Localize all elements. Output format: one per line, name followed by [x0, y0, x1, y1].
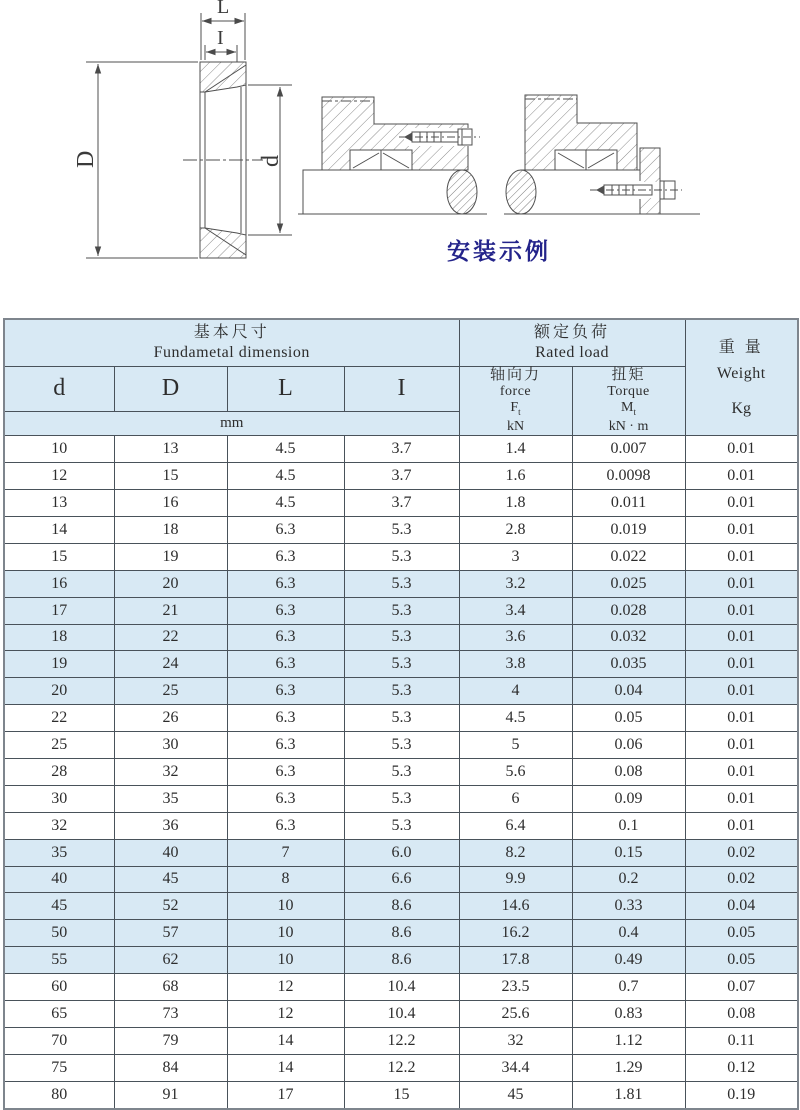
table-cell: 5.3	[344, 651, 459, 678]
table-cell: 34.4	[459, 1054, 572, 1081]
axial-force-en: force	[499, 383, 532, 399]
table-cell: 0.05	[685, 947, 798, 974]
table-row	[4, 920, 798, 947]
axial-force-cn: 轴向力	[490, 366, 542, 383]
dim-label-L: L	[217, 0, 230, 18]
table-cell: 52	[114, 893, 227, 920]
table-cell: 45	[459, 1081, 572, 1108]
table-row	[4, 597, 798, 624]
table-cell: 73	[114, 1001, 227, 1028]
table-cell: 8.6	[344, 920, 459, 947]
table-row	[4, 463, 798, 490]
dim-label-I: I	[217, 27, 224, 49]
table-row	[4, 651, 798, 678]
table-cell: 4	[459, 678, 572, 705]
table-cell: 1.6	[459, 463, 572, 490]
table-cell: 30	[4, 785, 114, 812]
table-cell: 0.019	[572, 516, 685, 543]
table-cell: 5.3	[344, 516, 459, 543]
table-cell: 0.01	[685, 543, 798, 570]
table-cell: 32	[114, 758, 227, 785]
table-cell: 0.01	[685, 516, 798, 543]
table-cell: 14	[227, 1027, 344, 1054]
table-cell: 0.01	[685, 732, 798, 759]
basic-dimension-en: Fundametal dimension	[153, 343, 310, 361]
table-cell: 30	[114, 732, 227, 759]
table-cell: 12	[227, 974, 344, 1001]
table-cell: 35	[114, 785, 227, 812]
table-cell: 80	[4, 1081, 114, 1108]
table-cell: 0.035	[572, 651, 685, 678]
table-row	[4, 1001, 798, 1028]
table-row	[4, 1081, 798, 1108]
table-cell: 0.19	[685, 1081, 798, 1108]
table-cell: 26	[114, 705, 227, 732]
torque-en: Torque	[607, 383, 650, 399]
table-row	[4, 893, 798, 920]
table-cell: 5.3	[344, 705, 459, 732]
table-cell: 5.3	[344, 678, 459, 705]
table-cell: 6.6	[344, 866, 459, 893]
table-cell: 21	[114, 597, 227, 624]
table-cell: 17	[4, 597, 114, 624]
table-cell: 20	[4, 678, 114, 705]
weight-cn: 重 量	[718, 338, 764, 356]
table-cell: 57	[114, 920, 227, 947]
table-cell: 25	[4, 732, 114, 759]
rated-load-en: Rated load	[535, 343, 609, 361]
table-cell: 6.3	[227, 597, 344, 624]
table-cell: 0.01	[685, 570, 798, 597]
axial-force-symbol: $F_t$	[510, 399, 521, 417]
table-row	[4, 490, 798, 517]
table-cell: 19	[114, 543, 227, 570]
table-cell: 6.3	[227, 678, 344, 705]
table-cell: 3.4	[459, 597, 572, 624]
column-d: d	[4, 366, 114, 411]
table-cell: 3.2	[459, 570, 572, 597]
table-cell: 6.3	[227, 516, 344, 543]
dim-label-D: D	[73, 150, 99, 168]
table-row	[4, 543, 798, 570]
table-cell: 4.5	[227, 490, 344, 517]
mm-unit-row: mm	[4, 411, 459, 436]
table-cell: 23.5	[459, 974, 572, 1001]
table-cell: 18	[4, 624, 114, 651]
table-cell: 0.2	[572, 866, 685, 893]
table-row	[4, 758, 798, 785]
table-cell: 32	[4, 812, 114, 839]
table-cell: 68	[114, 974, 227, 1001]
table-cell: 0.032	[572, 624, 685, 651]
header-axial-force	[459, 366, 572, 436]
table-row	[4, 516, 798, 543]
table-cell: 0.4	[572, 920, 685, 947]
table-cell: 0.06	[572, 732, 685, 759]
table-cell: 6.0	[344, 839, 459, 866]
table-cell: 25.6	[459, 1001, 572, 1028]
table-cell: 5.3	[344, 543, 459, 570]
table-row	[4, 839, 798, 866]
table-cell: 0.01	[685, 436, 798, 463]
table-cell: 4.5	[227, 463, 344, 490]
table-row	[4, 785, 798, 812]
table-cell: 16.2	[459, 920, 572, 947]
table-cell: 10	[227, 947, 344, 974]
column-I: I	[344, 366, 459, 411]
spec-table-body	[4, 436, 798, 1109]
table-cell: 24	[114, 651, 227, 678]
table-cell: 0.02	[685, 866, 798, 893]
table-cell: 91	[114, 1081, 227, 1108]
table-cell: 0.01	[685, 705, 798, 732]
clamping-bolt	[399, 128, 480, 146]
table-cell: 0.01	[685, 490, 798, 517]
table-cell: 6.3	[227, 570, 344, 597]
table-cell: 3.7	[344, 490, 459, 517]
table-cell: 50	[4, 920, 114, 947]
table-cell: 13	[114, 436, 227, 463]
table-cell: 6.4	[459, 812, 572, 839]
table-cell: 3	[459, 543, 572, 570]
spec-table	[3, 318, 799, 1110]
table-cell: 0.01	[685, 624, 798, 651]
shaft-end-face	[447, 170, 477, 214]
rated-load-cn: 额定负荷	[534, 323, 611, 341]
table-cell: 0.01	[685, 758, 798, 785]
table-cell: 1.12	[572, 1027, 685, 1054]
table-cell: 79	[114, 1027, 227, 1054]
table-cell: 5.3	[344, 732, 459, 759]
ring-bottom-section	[200, 228, 246, 258]
table-cell: 40	[4, 866, 114, 893]
table-cell: 3.7	[344, 436, 459, 463]
table-cell: 22	[114, 624, 227, 651]
table-cell: 0.83	[572, 1001, 685, 1028]
table-cell: 32	[459, 1027, 572, 1054]
table-cell: 36	[114, 812, 227, 839]
header-rated-load	[459, 319, 685, 366]
table-cell: 5.3	[344, 624, 459, 651]
table-cell: 6.3	[227, 651, 344, 678]
table-cell: 5.6	[459, 758, 572, 785]
table-cell: 7	[227, 839, 344, 866]
table-cell: 0.02	[685, 839, 798, 866]
table-cell: 5.3	[344, 758, 459, 785]
table-cell: 0.022	[572, 543, 685, 570]
header-torque	[572, 366, 685, 436]
table-cell: 8.6	[344, 947, 459, 974]
table-cell: 12.2	[344, 1054, 459, 1081]
table-cell: 6.3	[227, 543, 344, 570]
table-cell: 1.29	[572, 1054, 685, 1081]
table-cell: 1.8	[459, 490, 572, 517]
table-cell: 6.3	[227, 785, 344, 812]
table-cell: 16	[4, 570, 114, 597]
table-cell: 0.05	[572, 705, 685, 732]
axial-force-unit: kN	[506, 419, 525, 435]
table-cell: 6.3	[227, 758, 344, 785]
table-cell: 6.3	[227, 812, 344, 839]
table-cell: 4.5	[459, 705, 572, 732]
table-cell: 5	[459, 732, 572, 759]
table-cell: 0.15	[572, 839, 685, 866]
table-cell: 6.3	[227, 732, 344, 759]
table-cell: 10.4	[344, 974, 459, 1001]
table-header	[4, 319, 798, 436]
table-cell: 12.2	[344, 1027, 459, 1054]
shaft-end-face	[506, 170, 536, 214]
table-cell: 62	[114, 947, 227, 974]
table-cell: 40	[114, 839, 227, 866]
table-cell: 84	[114, 1054, 227, 1081]
table-cell: 0.09	[572, 785, 685, 812]
installation-example-2	[504, 95, 700, 214]
table-row	[4, 570, 798, 597]
table-cell: 0.0098	[572, 463, 685, 490]
table-row	[4, 974, 798, 1001]
ring-top-section	[200, 62, 246, 92]
table-cell: 65	[4, 1001, 114, 1028]
torque-cn: 扭矩	[611, 366, 646, 383]
cross-section-drawing	[73, 0, 292, 258]
table-cell: 28	[4, 758, 114, 785]
table-cell: 0.01	[685, 597, 798, 624]
column-D: D	[114, 366, 227, 411]
table-cell: 12	[4, 463, 114, 490]
table-cell: 0.08	[572, 758, 685, 785]
table-cell: 70	[4, 1027, 114, 1054]
table-cell: 6	[459, 785, 572, 812]
table-cell: 2.8	[459, 516, 572, 543]
table-cell: 0.01	[685, 785, 798, 812]
locking-rings	[350, 150, 412, 170]
table-cell: 14	[227, 1054, 344, 1081]
table-row	[4, 1054, 798, 1081]
table-cell: 45	[114, 866, 227, 893]
table-cell: 14.6	[459, 893, 572, 920]
table-cell: 10	[227, 893, 344, 920]
basic-dimension-cn: 基本尺寸	[193, 323, 270, 341]
table-cell: 4.5	[227, 436, 344, 463]
table-cell: 19	[4, 651, 114, 678]
table-cell: 0.01	[685, 812, 798, 839]
table-cell: 5.3	[344, 785, 459, 812]
locking-rings	[555, 150, 617, 170]
table-cell: 17.8	[459, 947, 572, 974]
table-cell: 25	[114, 678, 227, 705]
torque-unit: kN · m	[608, 419, 649, 435]
table-cell: 6.3	[227, 705, 344, 732]
table-cell: 8	[227, 866, 344, 893]
table-cell: 0.49	[572, 947, 685, 974]
table-row	[4, 678, 798, 705]
table-cell: 0.08	[685, 1001, 798, 1028]
installation-example-1	[298, 97, 487, 214]
weight-en: Weight	[716, 364, 766, 382]
table-cell: 0.011	[572, 490, 685, 517]
table-cell: 55	[4, 947, 114, 974]
torque-symbol: $M_t$	[621, 399, 636, 417]
table-cell: 5.3	[344, 597, 459, 624]
table-cell: 35	[4, 839, 114, 866]
table-cell: 0.12	[685, 1054, 798, 1081]
table-cell: 1.4	[459, 436, 572, 463]
table-cell: 16	[114, 490, 227, 517]
table-cell: 0.01	[685, 463, 798, 490]
technical-drawings	[0, 0, 800, 300]
table-cell: 3.6	[459, 624, 572, 651]
table-cell: 3.7	[344, 463, 459, 490]
clamping-bolt	[590, 181, 682, 199]
table-cell: 8.2	[459, 839, 572, 866]
header-weight	[685, 319, 798, 436]
column-L: L	[227, 366, 344, 411]
table-cell: 17	[227, 1081, 344, 1108]
table-cell: 5.3	[344, 812, 459, 839]
table-cell: 0.1	[572, 812, 685, 839]
table-cell: 0.01	[685, 678, 798, 705]
table-cell: 0.05	[685, 920, 798, 947]
table-cell: 22	[4, 705, 114, 732]
technical-drawings-section	[0, 0, 800, 318]
table-cell: 13	[4, 490, 114, 517]
table-cell: 45	[4, 893, 114, 920]
table-cell: 10	[227, 920, 344, 947]
table-cell: 1.81	[572, 1081, 685, 1108]
installation-caption: 安装示例	[447, 239, 551, 265]
table-cell: 15	[114, 463, 227, 490]
table-cell: 5.3	[344, 570, 459, 597]
table-cell: 15	[344, 1081, 459, 1108]
table-cell: 0.07	[685, 974, 798, 1001]
table-cell: 0.04	[685, 893, 798, 920]
table-row	[4, 947, 798, 974]
weight-unit: Kg	[731, 399, 752, 417]
table-cell: 20	[114, 570, 227, 597]
table-cell: 9.9	[459, 866, 572, 893]
shaft	[303, 170, 462, 214]
table-cell: 3.8	[459, 651, 572, 678]
table-row	[4, 1027, 798, 1054]
header-basic-dimension	[4, 319, 459, 366]
table-cell: 18	[114, 516, 227, 543]
table-cell: 75	[4, 1054, 114, 1081]
table-cell: 0.007	[572, 436, 685, 463]
table-cell: 14	[4, 516, 114, 543]
table-row	[4, 624, 798, 651]
table-row	[4, 732, 798, 759]
table-row	[4, 705, 798, 732]
table-cell: 10.4	[344, 1001, 459, 1028]
table-cell: 60	[4, 974, 114, 1001]
table-cell: 12	[227, 1001, 344, 1028]
table-cell: 0.33	[572, 893, 685, 920]
table-cell: 0.04	[572, 678, 685, 705]
table-cell: 0.11	[685, 1027, 798, 1054]
table-cell: 8.6	[344, 893, 459, 920]
dim-label-d: d	[258, 155, 284, 167]
table-cell: 0.028	[572, 597, 685, 624]
table-cell: 0.7	[572, 974, 685, 1001]
table-cell: 15	[4, 543, 114, 570]
table-cell: 0.025	[572, 570, 685, 597]
table-cell: 0.01	[685, 651, 798, 678]
table-row	[4, 866, 798, 893]
table-cell: 6.3	[227, 624, 344, 651]
table-row	[4, 436, 798, 463]
table-row	[4, 812, 798, 839]
table-cell: 10	[4, 436, 114, 463]
